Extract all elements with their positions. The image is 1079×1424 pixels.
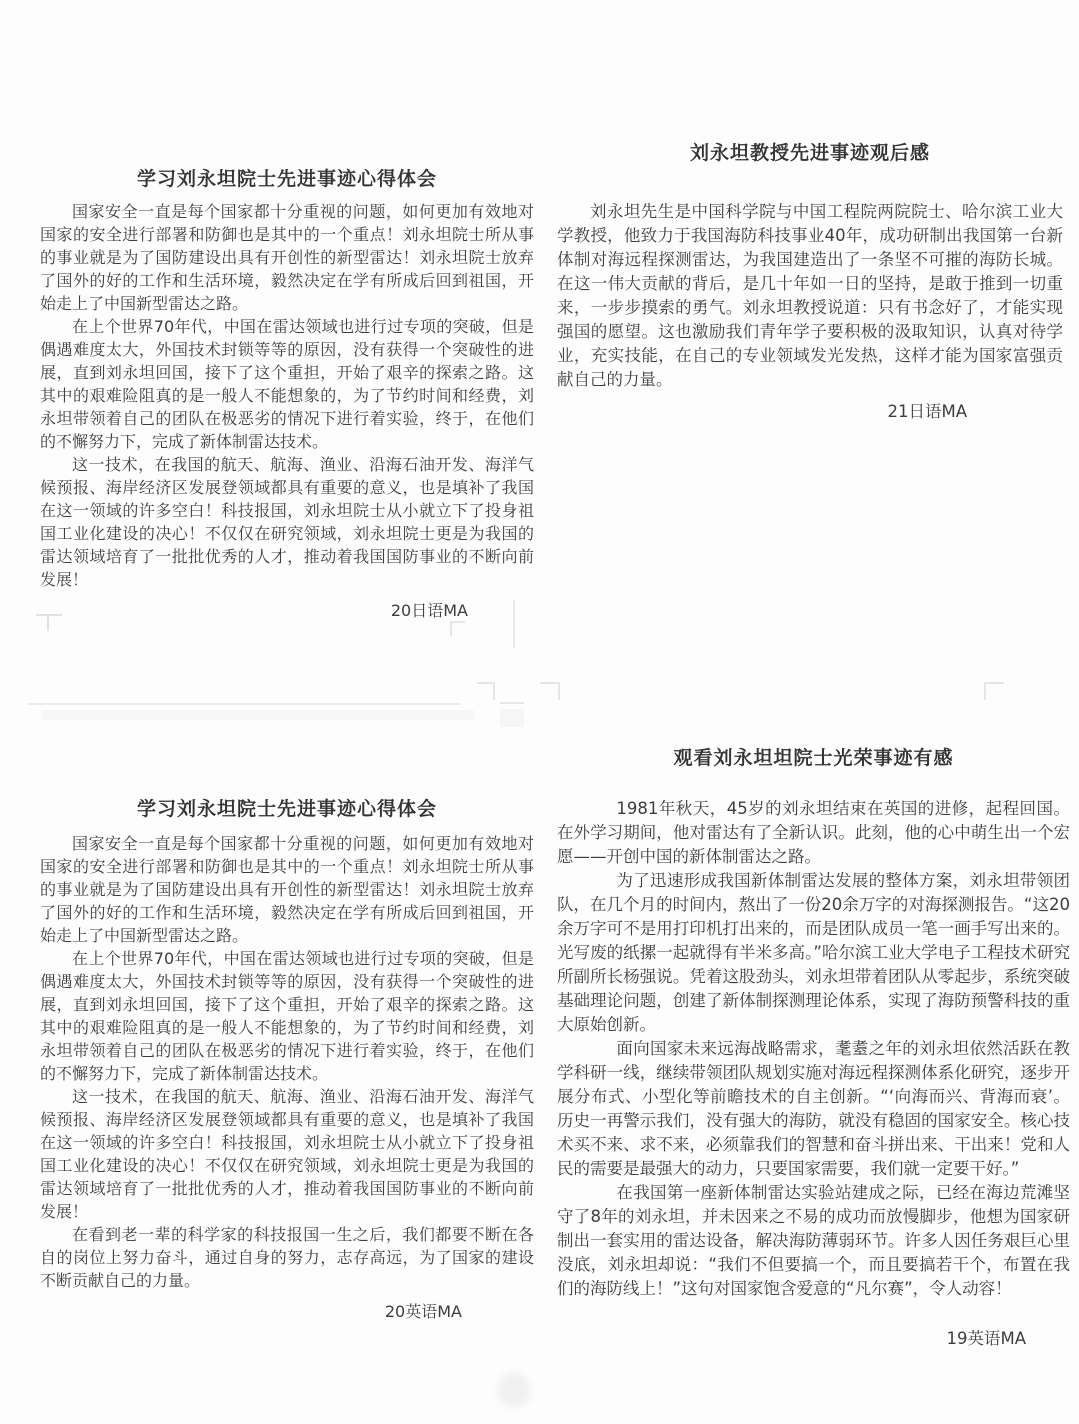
scan-page-edge-shadow — [500, 709, 524, 727]
essay-paragraph: 在上个世界70年代，中国在雷达领域也进行过专项的突破，但是偶遇难度太大，外国技术封锁等等的原因，没有获得一个突破性的进展，直到刘永坦回国，接下了这个重担，开始了艰辛的探索之路。这其中的艰难险阻真的是一般人不能想象的，为了节约时间和经费，刘永坦带领着自己的团队在极恶劣的情况下进行着实验，终于，在他们的不懈努力下，完成了新体制雷达技术。 — [40, 949, 534, 1083]
essay-paragraph: 这一技术，在我国的航天、航海、渔业、沿海石油开发、海洋气候预报、海岸经济区发展登领域都具有重要的意义，也是填补了我国在这一领域的许多空白！科技报国，刘永坦院士从小就立下了投身祖国工业化建设的决心！不仅仅在研究领域，刘永坦院士更是为我国的雷达领域培育了一批批优秀的人才，推动着我国国防事业的不断向前发展！ — [40, 455, 534, 589]
essay-signature: 20英语MA — [384, 1302, 462, 1321]
scan-page-edge-shadow — [42, 710, 474, 720]
essay-signature: 19英语MA — [946, 1329, 1026, 1348]
essay-top-right — [557, 141, 1063, 424]
scan-corner-mark — [477, 682, 495, 684]
essay-bottom-right — [557, 746, 1070, 1351]
essay-top-left — [40, 168, 534, 622]
scan-corner-mark — [450, 621, 452, 636]
essay-bottom-left — [40, 798, 534, 1323]
scan-corner-mark — [558, 682, 560, 700]
scan-smudge — [498, 1373, 530, 1407]
essay-title: 刘永坦教授先进事迹观后感 — [689, 142, 930, 164]
essay-paragraph: 刘永坦先生是中国科学院与中国工程院两院院士、哈尔滨工业大学教授，他致力于我国海防科技事业40年，成功研制出我国第一台新体制对海远程探测雷达，为我国建造出了一条坚不可摧的海防长城。在这一伟大贡献的背后，是几十年如一日的坚持，是敢于推到一切重来，一步步摸索的勇气。刘永坦教授说道：只有书念好了，才能实现强国的愿望。这也激励我们青年学子要积极的汲取知识，认真对待学业，充实技能，在自己的专业领域发光发热，这样才能为国家富强贡献自己的力量。 — [557, 202, 1063, 389]
essay-title: 学习刘永坦院士先进事迹心得体会 — [136, 168, 437, 190]
essay-paragraph: 1981年秋天，45岁的刘永坦结束在英国的进修，起程回国。在外学习期间，他对雷达有了全新认识。此刻，他的心中萌生出一个宏愿——开创中国的新体制雷达之路。 — [557, 799, 1070, 866]
essay-title: 学习刘永坦院士先进事迹心得体会 — [136, 798, 437, 820]
scan-corner-mark — [540, 682, 560, 684]
essay-paragraph: 在我国第一座新体制雷达实验站建成之际，已经在海边荒滩坚守了8年的刘永坦，并未因来之不易的成功而放慢脚步，他想为国家研制出一套实用的雷达设备，解决海防薄弱环节。许多人因任务艰巨心里没底，刘永坦却说：“我们不但要搞一个，而且要搞若干个，布置在我们的海防线上！”这句对国家饱含爱意的“凡尔赛”，令人动容！ — [557, 1183, 1070, 1298]
essay-signature: 21日语MA — [887, 402, 967, 421]
essay-paragraph: 国家安全一直是每个国家都十分重视的问题，如何更加有效地对国家的安全进行部署和防御也是其中的一个重点！刘永坦院士所从事的事业就是为了国防建设出具有开创性的新型雷达！刘永坦院士放弃了国外的好的工作和生活环境，毅然决定在学有所成后回到祖国，开始走上了中国新型雷达之路。 — [40, 834, 534, 945]
essay-paragraph: 这一技术，在我国的航天、航海、渔业、沿海石油开发、海洋气候预报、海岸经济区发展登领域都具有重要的意义，也是填补了我国在这一领域的许多空白！科技报国，刘永坦院士从小就立下了投身祖国工业化建设的决心！不仅仅在研究领域，刘永坦院士更是为我国的雷达领域培育了一批批优秀的人才，推动着我国国防事业的不断向前发展！ — [40, 1087, 534, 1221]
essay-paragraph: 国家安全一直是每个国家都十分重视的问题，如何更加有效地对国家的安全进行部署和防御也是其中的一个重点！刘永坦院士所从事的事业就是为了国防建设出具有开创性的新型雷达！刘永坦院士放弃了国外的好的工作和生活环境，毅然决定在学有所成后回到祖国，开始走上了中国新型雷达之路。 — [40, 202, 534, 313]
essay-paragraph: 在看到老一辈的科学家的科技报国一生之后，我们都要不断在各自的岗位上努力奋斗，通过自身的努力，志存高远，为了国家的建设不断贡献自己的力量。 — [40, 1225, 534, 1290]
scan-corner-mark — [984, 682, 986, 700]
essay-signature: 20日语MA — [390, 601, 468, 620]
essay-paragraph: 在上个世界70年代，中国在雷达领域也进行过专项的突破，但是偶遇难度太大，外国技术封锁等等的原因，没有获得一个突破性的进展，直到刘永坦回国，接下了这个重担，开始了艰辛的探索之路。这其中的艰难险阻真的是一般人不能想象的，为了节约时间和经费，刘永坦带领着自己的团队在极恶劣的情况下进行着实验，终于，在他们的不懈努力下，完成了新体制雷达技术。 — [40, 317, 534, 451]
essay-title: 观看刘永坦坦院士光荣事迹有感 — [673, 747, 954, 769]
essay-paragraph: 面向国家未来远海战略需求，耄耋之年的刘永坦依然活跃在教学科研一线，继续带领团队规划实施对海远程探测体系化研究，逐步开展分布式、小型化等前瞻技术的自主创新。“‘向海而兴、背海而衰’。历史一再警示我们，没有强大的海防，就没有稳固的国家安全。核心技术买不来、求不来，必须靠我们的智慧和奋斗拼出来、干出来！党和人民的需要是最强大的动力，只要国家需要，我们就一定要干好。” — [557, 1039, 1070, 1178]
scan-corner-mark — [493, 682, 495, 700]
scan-corner-mark — [984, 682, 1004, 684]
scan-page-edge-line — [500, 702, 524, 704]
scan-page-edge-line — [28, 703, 460, 705]
essay-paragraph: 为了迅速形成我国新体制雷达发展的整体方案，刘永坦带领团队，在几个月的时间内，熬出了一份20余万字的对海探测报告。“这20余万字可不是用打印机打出来的，而是团队成员一笔一画手写出来的。光写废的纸摞一起就得有半米多高。”哈尔滨工业大学电子工程技术研究所副所长杨强说。凭着这股劲头，刘永坦带着团队从零起步，系统突破基础理论问题，创建了新体制探测理论体系，实现了海防预警科技的重大原始创新。 — [557, 871, 1070, 1034]
